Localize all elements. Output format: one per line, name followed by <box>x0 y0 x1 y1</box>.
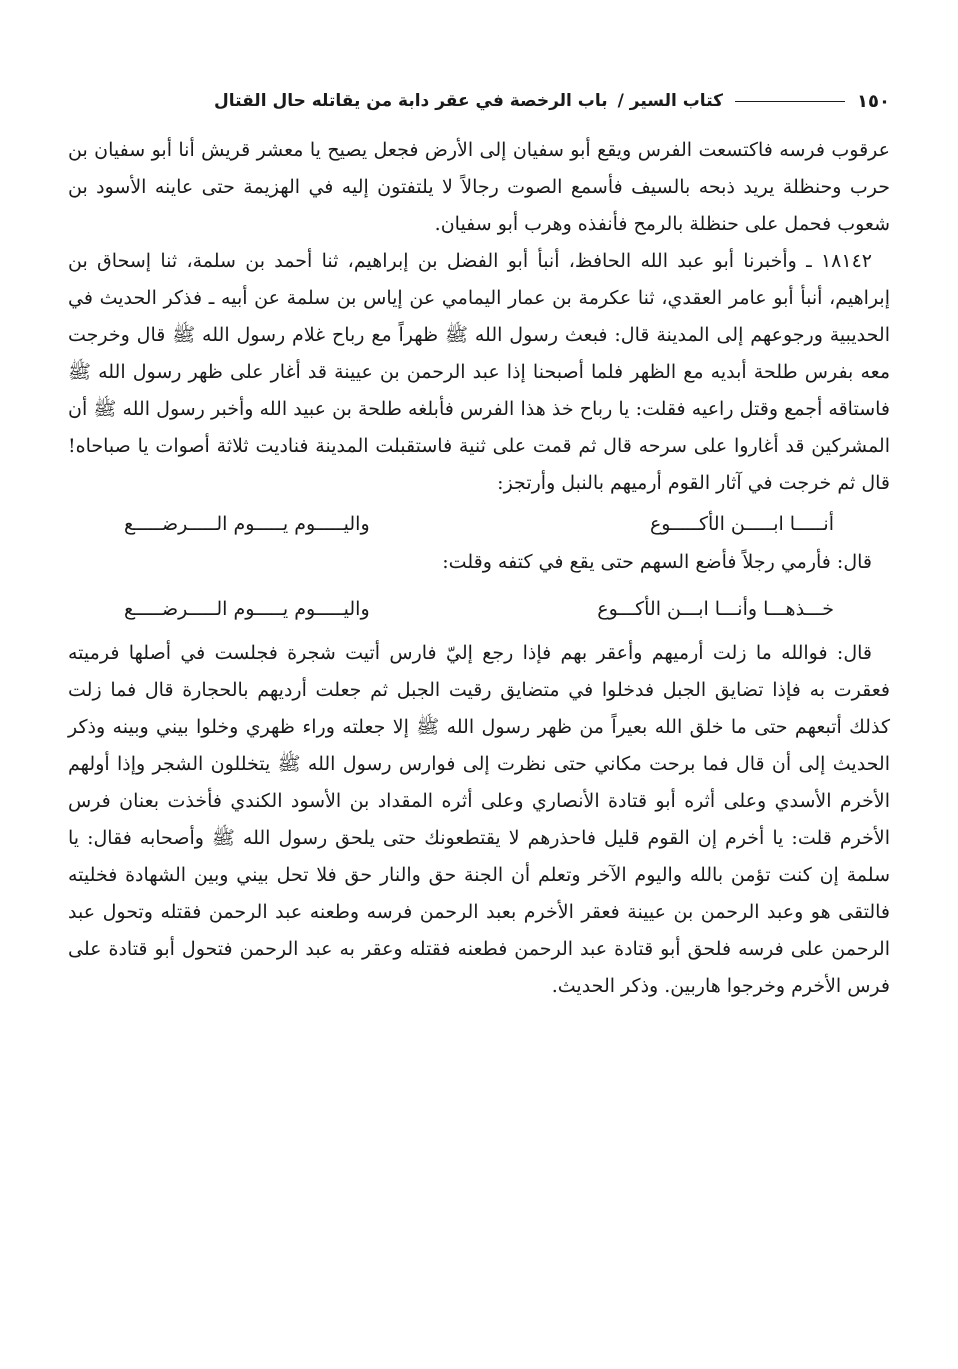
main-text <box>68 132 890 1005</box>
paragraph-3: قال: فوالله ما زلت أرميهم وأعقر بهم فإذا رجع إليّ فارس أتيت شجرة فجلست في أصلها فرميته فعقرت به فإذا تضايق الجبل فدخلوا في متضايق رقيت الجبل ثم جعلت أرديهم بالحجارة قال فما زلت كذلك أتبعهم حتى ما خلق الله بعيراً من ظهر رسول الله ﷺ إلا جعلته وراء ظهري وخلوا بيني وبينه وذكر الحديث إلى أن قال فما برحت مكاني حتى نظرت إلى فوارس رسول الله ﷺ يتخللون الشجر وإذا أولهم الأخرم الأسدي وعلى أثره أبو قتادة الأنصاري وعلى أثره المقداد بن الأسود الكندي فأخذت بعنان فرس الأخرم قلت: يا أخرم إن القوم قليل فاحذرهم لا يقتطعونك حتى يلحق رسول الله ﷺ وأصحابه فقال: يا سلمة إن كنت تؤمن بالله واليوم الآخر وتعلم أن الجنة حق والنار حق فلا تحل بيني وبين الشهادة فخليته فالتقى هو وعبد الرحمن بن عيينة فعقر الأخرم بعبد الرحمن فرسه وطعنه عبد الرحمن فقتله وتحول عبد الرحمن على فرسه فلحق أبو قتادة عبد الرحمن فطعنه فقتله وعقر به عبد الرحمن فتحول أبو قتادة على فرس الأخرم وخرجوا هاربين. وذكر الحديث. <box>68 642 890 997</box>
verse-line-2 <box>68 581 890 635</box>
page-number: ١٥٠ <box>857 90 890 112</box>
verse-line-1 <box>68 502 890 544</box>
header-rule <box>735 101 845 102</box>
verse-2-second-hemistich: واليـــــوم يـــــوم الـــــرضـــــع <box>124 598 370 620</box>
verse-2-first-hemistich: خـــذهـــا وأنـــا ابـــن الأكـــوع <box>597 598 834 620</box>
verse-1-first-hemistich: أنـــــا ابـــــن الأكـــــوع <box>649 513 834 535</box>
paragraph-1: عرقوب فرسه فاكتسعت الفرس ويقع أبو سفيان إلى الأرض فجعل يصيح يا معشر قريش أنا أبو سفيان بن حرب وحنظلة يريد ذبحه بالسيف فأسمع الصوت رجالاً لا يلتفتون إليه في الهزيمة حتى عاينه الأسود بن شعوب فحمل على حنظلة بالرمح فأنفذه وهرب أبو سفيان. <box>68 139 890 235</box>
verse-1-second-hemistich: واليـــــوم يـــــوم الـــــرضـــــع <box>124 513 370 535</box>
book-title: كتاب السير / <box>617 91 724 111</box>
mid-line: قال: فأرمي رجلاً فأضع السهم حتى يقع في كتفه وقلت: <box>442 551 872 573</box>
document-page <box>68 84 890 1005</box>
hadith-18142: ١٨١٤٢ ـ وأخبرنا أبو عبد الله الحافظ، أنبأ أبو الفضل بن إبراهيم، ثنا أحمد بن سلمة، ثنا إسحاق بن إبراهيم، أنبأ أبو عامر العقدي، ثنا عكرمة بن عمار اليمامي عن إياس بن سلمة عن أبيه ـ فذكر الحديث في الحديبية ورجوعهم إلى المدينة قال: فبعث رسول الله ﷺ ظهراً مع رباح غلام رسول الله ﷺ قال وخرجت معه بفرس طلحة أبديه مع الظهر فلما أصبحنا إذا عبد الرحمن بن عيينة قد أغار على ظهر رسول الله ﷺ فاستاقه أجمع وقتل راعيه فقلت: يا رباح خذ هذا الفرس فأبلغه طلحة بن عبيد الله وأخبر رسول الله ﷺ أن المشركين قد أغاروا على سرحه قال ثم قمت على ثنية فاستقبلت المدينة فناديت ثلاثة أصوات يا صباحاه! قال ثم خرجت في آثار القوم أرميهم بالنبل وأرتجز: <box>68 250 890 494</box>
running-header <box>68 84 890 118</box>
chapter-title: باب الرخصة في عقر دابة من يقاتله حال القتال <box>214 91 608 111</box>
